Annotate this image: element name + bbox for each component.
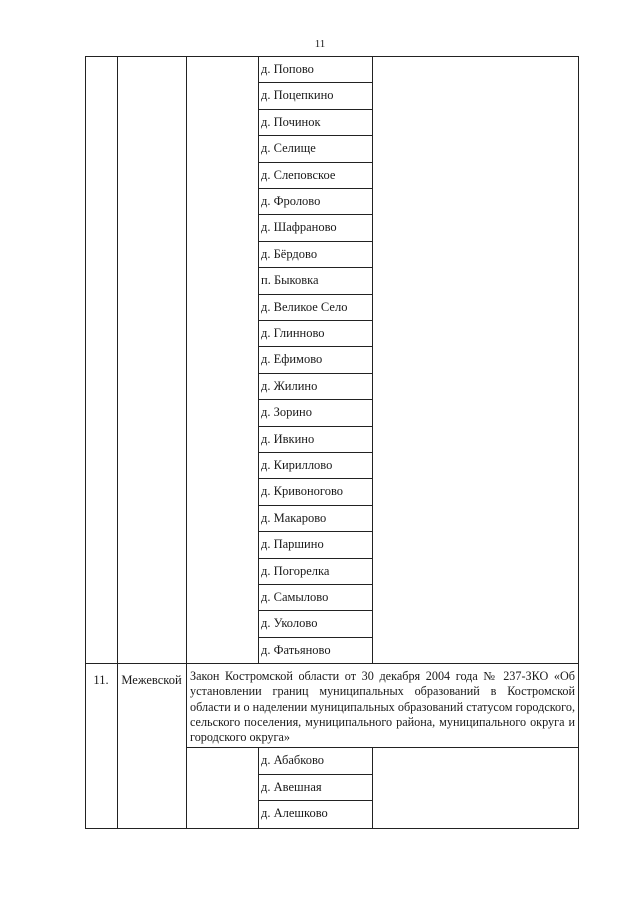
row-11-top-border [85,663,578,664]
settlements-table [85,56,578,828]
settlement-cell: д. Самылово [261,590,329,604]
settlement-cell: д. Ефимово [261,352,323,367]
settlement-cell: д. Бёрдово [261,246,318,261]
settlement-cell: д. Алешково [261,806,328,820]
settlement-cell: п. Быковка [261,273,319,288]
settlement-cell: д. Шафраново [261,220,337,235]
settlement-cell: д. Попово [261,62,314,76]
settlement-cell: д. Глинново [261,326,325,340]
column-border [117,56,118,828]
table-left-border [85,56,86,828]
settlement-cell: д. Авешная [261,779,322,794]
settlement-cell: д. Починок [261,114,321,129]
table-right-border [578,56,579,828]
settlement-cell: д. Кривоногово [261,484,344,499]
column-border [186,56,187,828]
law-reference: Закон Костромской области от 30 декабря 2004 года № 237-ЗКО «Об установлении границ муниципальных образований в Костромской области и о наделении муниципальных образований статусом городского, сельского поселения, муниципального района, муниципального округа и городского округа» [190,669,575,744]
settlement-cell: д. Кириллово [261,458,333,472]
settlement-cell: д. Поцепкино [261,88,334,103]
settlement-cell: д. Уколово [261,616,318,631]
settlement-cell: д. Макарово [261,510,327,525]
table-bottom-border [85,828,579,829]
page-number: 11 [314,38,326,50]
settlement-cell: д. Фатьяново [261,642,331,657]
law-bottom-border [186,747,578,748]
settlement-cell: д. Слеповское [261,167,336,182]
settlement-cell: д. Погорелка [261,563,330,578]
settlement-cell: д. Великое Село [261,299,348,314]
column-border [258,747,259,828]
column-border [372,747,373,828]
column-border [258,56,259,663]
settlement-cell: д. Жилино [261,378,318,393]
row-number: 11. [93,673,109,688]
settlement-cell: д. Зорино [261,405,313,420]
district-name: Межевской [121,673,182,688]
table-top-border [85,56,578,57]
settlement-cell: д. Селище [261,141,316,156]
settlement-cell: д. Паршино [261,537,324,552]
settlement-cell: д. Ивкино [261,431,315,446]
settlement-cell: д. Фролово [261,194,321,208]
column-border [372,56,373,663]
settlement-cell: д. Абабково [261,753,325,768]
